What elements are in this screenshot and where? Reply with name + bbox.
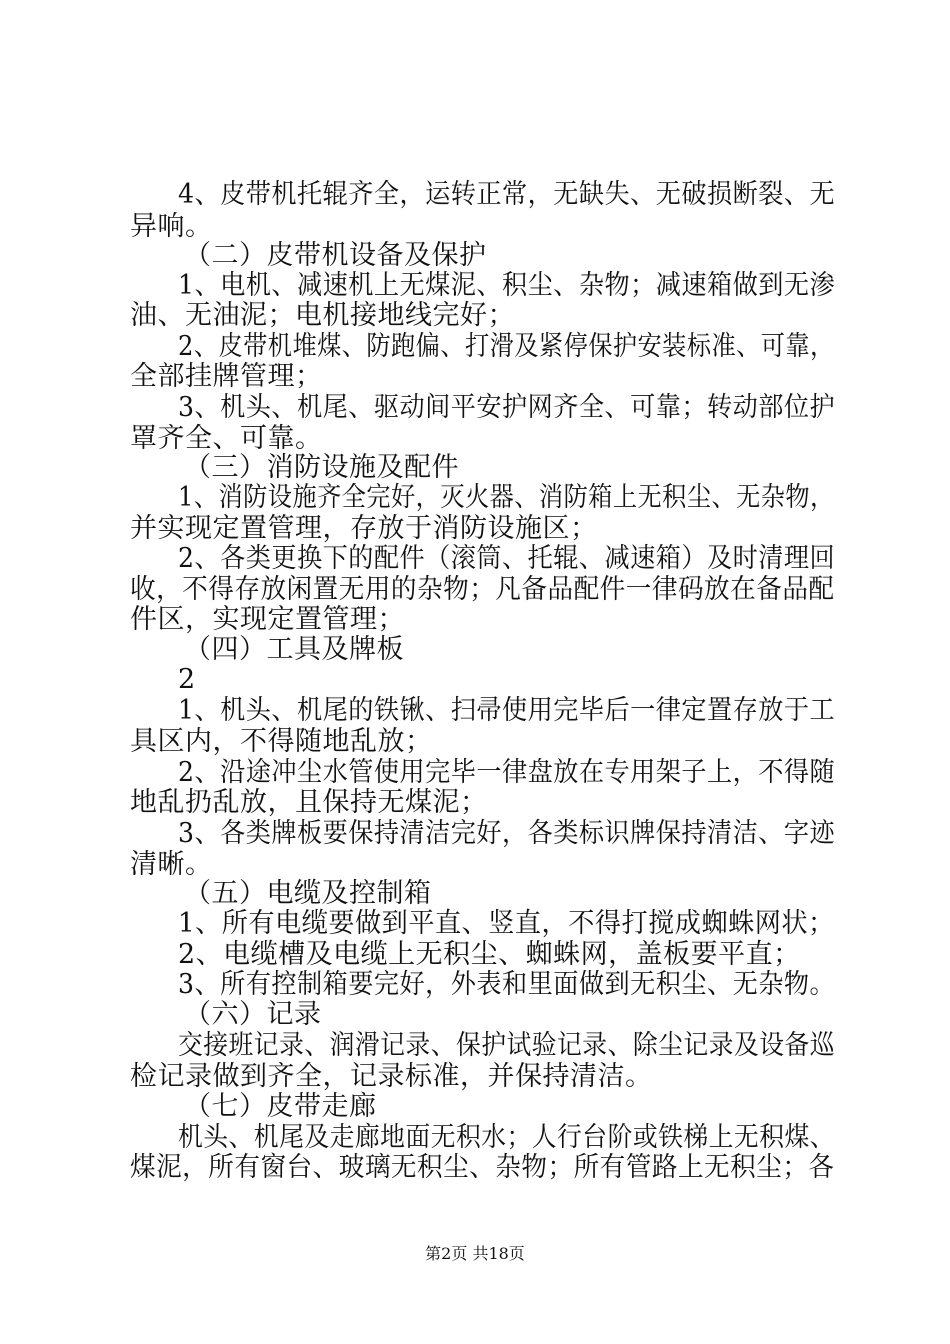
text-line: 3、机头、机尾、驱动间平安护网齐全、可靠；转动部位护 [178,392,836,423]
text-line: 1、所有电缆要做到平直、竖直，不得打搅成蜘蛛网状； [178,908,835,939]
text-line: 收，不得存放闲置无用的杂物；凡备品配件一律码放在备品配 [130,574,835,605]
page-footer: 第2页 共18页 [425,1244,525,1263]
text-line: 2、沿途冲尘水管使用完毕一律盘放在专用架子上，不得随 [178,757,836,788]
text-line: 并实现定置管理，存放于消防设施区； [130,513,598,544]
text-line: 3、所有控制箱要完好，外表和里面做到无积尘、无杂物。 [178,969,836,1000]
text-line: 1、机头、机尾的铁锹、扫帚使用完毕后一律定置存放于工 [178,695,836,726]
text-line: 1、电机、减速机上无煤泥、积尘、杂物；减速箱做到无渗 [178,270,836,301]
section-heading: （五）电缆及控制箱 [184,878,432,909]
text-line: 2、电缆槽及电缆上无积尘、蜘蛛网，盖板要平直； [178,939,801,970]
text-line: 3、各类牌板要保持清洁完好，各类标识牌保持清洁、字迹 [178,818,836,849]
text-line: 地乱扔乱放，且保持无煤泥； [130,787,488,818]
text-line: 清晰。 [130,849,213,880]
text-line: 交接班记录、润滑记录、保护试验记录、除尘记录及设备巡 [178,1030,835,1061]
section-heading: （七）皮带走廊 [184,1091,377,1122]
text-line: 罩齐全、可靠。 [130,423,323,454]
text-line: 油、无油泥；电机接地线完好； [130,300,515,331]
text-line: 1、消防设施齐全完好，灭火器、消防箱上无积尘、无杂物， [178,482,835,513]
section-heading: （二）皮带机设备及保护 [184,240,487,271]
text-line: 具区内，不得随地乱放； [130,726,433,757]
text-line: 检记录做到齐全，记录标准，并保持清洁。 [130,1061,653,1092]
text-line: 2、各类更换下的配件（滚筒、托辊、减速箱）及时清理回 [178,543,836,574]
section-heading: （四）工具及牌板 [184,634,404,665]
text-line: 机头、机尾及走廊地面无积水；人行台阶或铁梯上无积煤、 [178,1122,835,1153]
section-heading: （六）记录 [184,999,322,1030]
text-line: 煤泥，所有窗台、玻璃无积尘、杂物；所有管路上无积尘；各 [130,1152,835,1183]
page-number-inline: 2 [178,664,196,695]
text-line: 异响。 [130,211,213,242]
section-heading: （三）消防设施及配件 [184,452,459,483]
text-line: 全部挂牌管理； [130,361,323,392]
text-line: 件区，实现定置管理； [130,604,405,635]
text-line: 2、皮带机堆煤、防跑偏、打滑及紧停保护安装标准、可靠， [178,331,835,362]
text-line: 4、皮带机托辊齐全，运转正常，无缺失、无破损断裂、无 [178,179,836,210]
